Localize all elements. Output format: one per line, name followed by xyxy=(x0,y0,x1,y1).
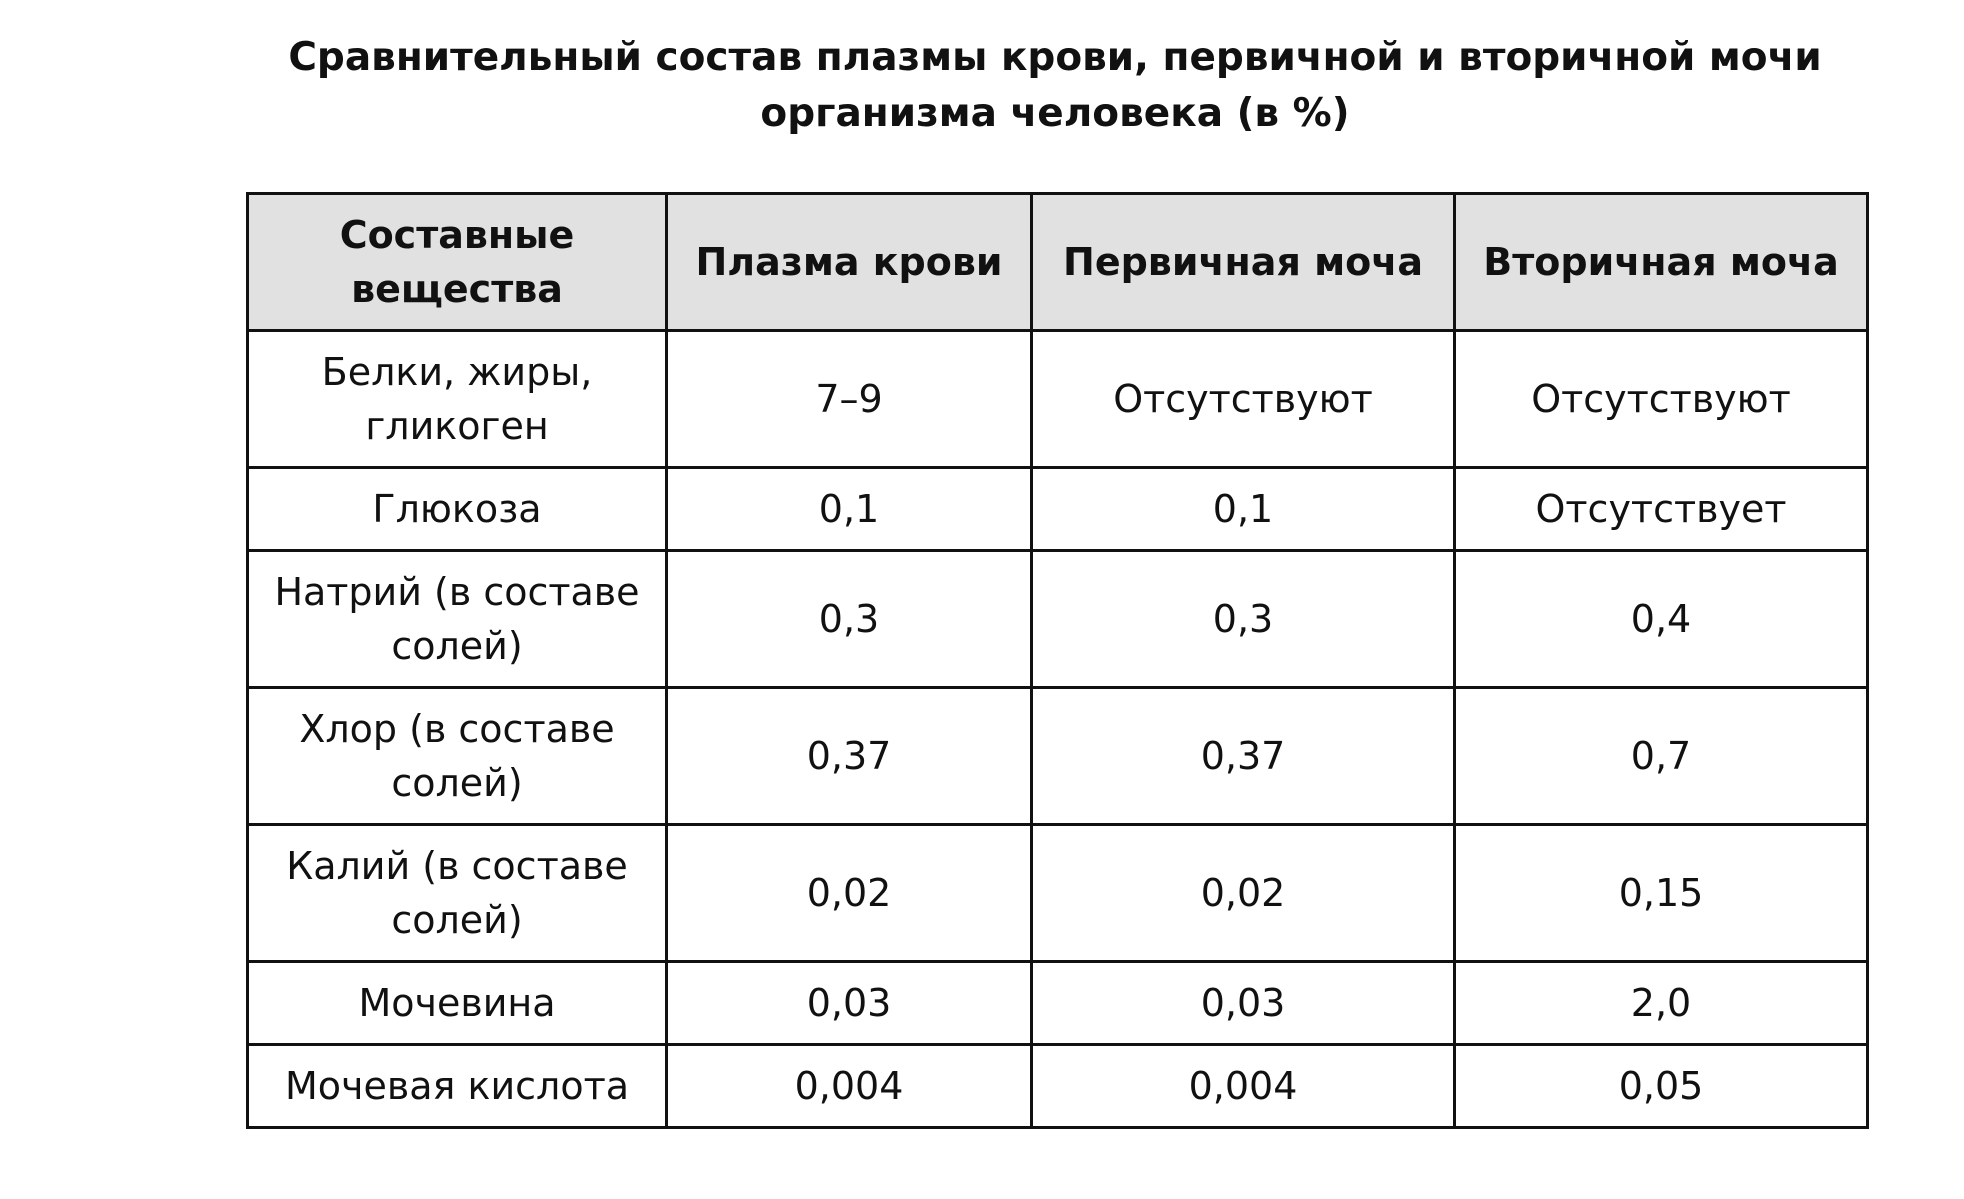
secondary-urine-cell: 0,05 xyxy=(1455,1045,1868,1128)
blood-plasma-cell: 7–9 xyxy=(667,331,1032,468)
blood-plasma-cell: 0,02 xyxy=(667,825,1032,962)
table-row xyxy=(248,1045,1868,1128)
secondary-urine-cell: 0,15 xyxy=(1455,825,1868,962)
blood-plasma-cell: 0,004 xyxy=(667,1045,1032,1128)
table-row xyxy=(248,962,1868,1045)
primary-urine-cell: 0,02 xyxy=(1032,825,1455,962)
primary-urine-cell: 0,3 xyxy=(1032,551,1455,688)
column-header-primary-urine: Первичная моча xyxy=(1032,194,1455,331)
substance-cell: Глюкоза xyxy=(248,468,667,551)
column-header-blood-plasma: Плазма крови xyxy=(667,194,1032,331)
title-line-2: организма человека (в %) xyxy=(760,91,1350,136)
substance-cell: Белки, жиры, гликоген xyxy=(248,331,667,468)
primary-urine-cell: 0,03 xyxy=(1032,962,1455,1045)
table-row xyxy=(248,551,1868,688)
secondary-urine-cell: 0,7 xyxy=(1455,688,1868,825)
substance-cell: Хлор (в составе солей) xyxy=(248,688,667,825)
secondary-urine-cell: 0,4 xyxy=(1455,551,1868,688)
secondary-urine-cell: 2,0 xyxy=(1455,962,1868,1045)
page-title xyxy=(245,30,1865,142)
substance-cell: Калий (в составе солей) xyxy=(248,825,667,962)
substance-cell: Натрий (в составе солей) xyxy=(248,551,667,688)
composition-table xyxy=(246,192,1869,1129)
primary-urine-cell: 0,1 xyxy=(1032,468,1455,551)
column-header-secondary-urine: Вторичная моча xyxy=(1455,194,1868,331)
table-row xyxy=(248,331,1868,468)
blood-plasma-cell: 0,1 xyxy=(667,468,1032,551)
column-header-substances: Составные вещества xyxy=(248,194,667,331)
substance-cell: Мочевая кислота xyxy=(248,1045,667,1128)
primary-urine-cell: 0,004 xyxy=(1032,1045,1455,1128)
substance-cell: Мочевина xyxy=(248,962,667,1045)
secondary-urine-cell: Отсутствует xyxy=(1455,468,1868,551)
table-row xyxy=(248,825,1868,962)
table-row xyxy=(248,468,1868,551)
title-line-1: Сравнительный состав плазмы крови, первичной и вторичной мочи xyxy=(288,35,1822,80)
primary-urine-cell: Отсутствуют xyxy=(1032,331,1455,468)
blood-plasma-cell: 0,3 xyxy=(667,551,1032,688)
blood-plasma-cell: 0,03 xyxy=(667,962,1032,1045)
table-header-row xyxy=(248,194,1868,331)
blood-plasma-cell: 0,37 xyxy=(667,688,1032,825)
primary-urine-cell: 0,37 xyxy=(1032,688,1455,825)
table-row xyxy=(248,688,1868,825)
secondary-urine-cell: Отсутствуют xyxy=(1455,331,1868,468)
